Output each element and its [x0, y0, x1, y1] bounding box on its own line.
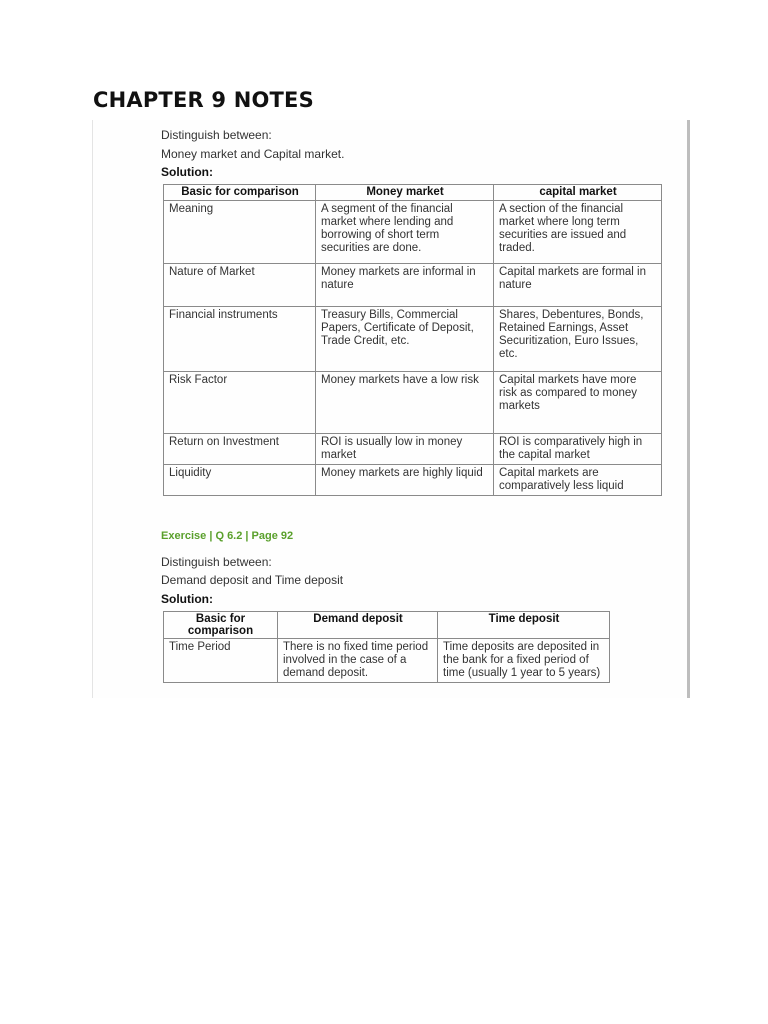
- table-row: [164, 201, 662, 264]
- header-basis: Basic for comparison: [164, 612, 278, 639]
- cell-capital-market: Capital markets are comparatively less liquid: [494, 465, 662, 496]
- row-label: Financial instruments: [164, 307, 316, 372]
- cell-money-market: Money markets have a low risk: [316, 372, 494, 434]
- table-row: [164, 372, 662, 434]
- cell-money-market: Money markets are highly liquid: [316, 465, 494, 496]
- solution-label-2: Solution:: [161, 592, 213, 606]
- money-capital-market-table: [163, 184, 662, 496]
- header-capital-market: capital market: [494, 185, 662, 201]
- scanned-notes-image: [92, 120, 690, 698]
- row-label: Return on Investment: [164, 434, 316, 465]
- question-2-line-1: Distinguish between:: [161, 555, 272, 569]
- cell-money-market: A segment of the financial market where lending and borrowing of short term securities are done.: [316, 201, 494, 264]
- table-row: [164, 465, 662, 496]
- header-time-deposit: Time deposit: [438, 612, 610, 639]
- solution-label-1: Solution:: [161, 165, 213, 179]
- header-basis: Basic for comparison: [164, 185, 316, 201]
- row-label: Risk Factor: [164, 372, 316, 434]
- cell-demand-deposit: There is no fixed time period involved in the case of a demand deposit.: [278, 639, 438, 683]
- demand-time-deposit-table: [163, 611, 610, 683]
- question-1-line-2: Money market and Capital market.: [161, 147, 345, 161]
- row-label: Meaning: [164, 201, 316, 264]
- table-header-row: [164, 185, 662, 201]
- cell-capital-market: ROI is comparatively high in the capital market: [494, 434, 662, 465]
- header-demand-deposit: Demand deposit: [278, 612, 438, 639]
- cell-money-market: Money markets are informal in nature: [316, 264, 494, 307]
- cell-capital-market: Shares, Debentures, Bonds, Retained Earnings, Asset Securitization, Euro Issues, etc.: [494, 307, 662, 372]
- row-label: Time Period: [164, 639, 278, 683]
- row-label: Liquidity: [164, 465, 316, 496]
- row-label: Nature of Market: [164, 264, 316, 307]
- table-row: [164, 307, 662, 372]
- cell-capital-market: Capital markets are formal in nature: [494, 264, 662, 307]
- question-2-line-2: Demand deposit and Time deposit: [161, 573, 344, 587]
- exercise-reference: Exercise | Q 6.2 | Page 92: [161, 530, 294, 542]
- header-money-market: Money market: [316, 185, 494, 201]
- cell-capital-market: A section of the financial market where long term securities are issued and traded.: [494, 201, 662, 264]
- page-heading: CHAPTER 9 NOTES: [93, 88, 314, 112]
- table-row: [164, 434, 662, 465]
- cell-time-deposit: Time deposits are deposited in the bank for a fixed period of time (usually 1 year to 5 years): [438, 639, 610, 683]
- table-row: [164, 639, 610, 683]
- cell-money-market: Treasury Bills, Commercial Papers, Certificate of Deposit, Trade Credit, etc.: [316, 307, 494, 372]
- question-1-line-1: Distinguish between:: [161, 128, 272, 142]
- cell-money-market: ROI is usually low in money market: [316, 434, 494, 465]
- cell-capital-market: Capital markets have more risk as compared to money markets: [494, 372, 662, 434]
- table-header-row: [164, 612, 610, 639]
- table-row: [164, 264, 662, 307]
